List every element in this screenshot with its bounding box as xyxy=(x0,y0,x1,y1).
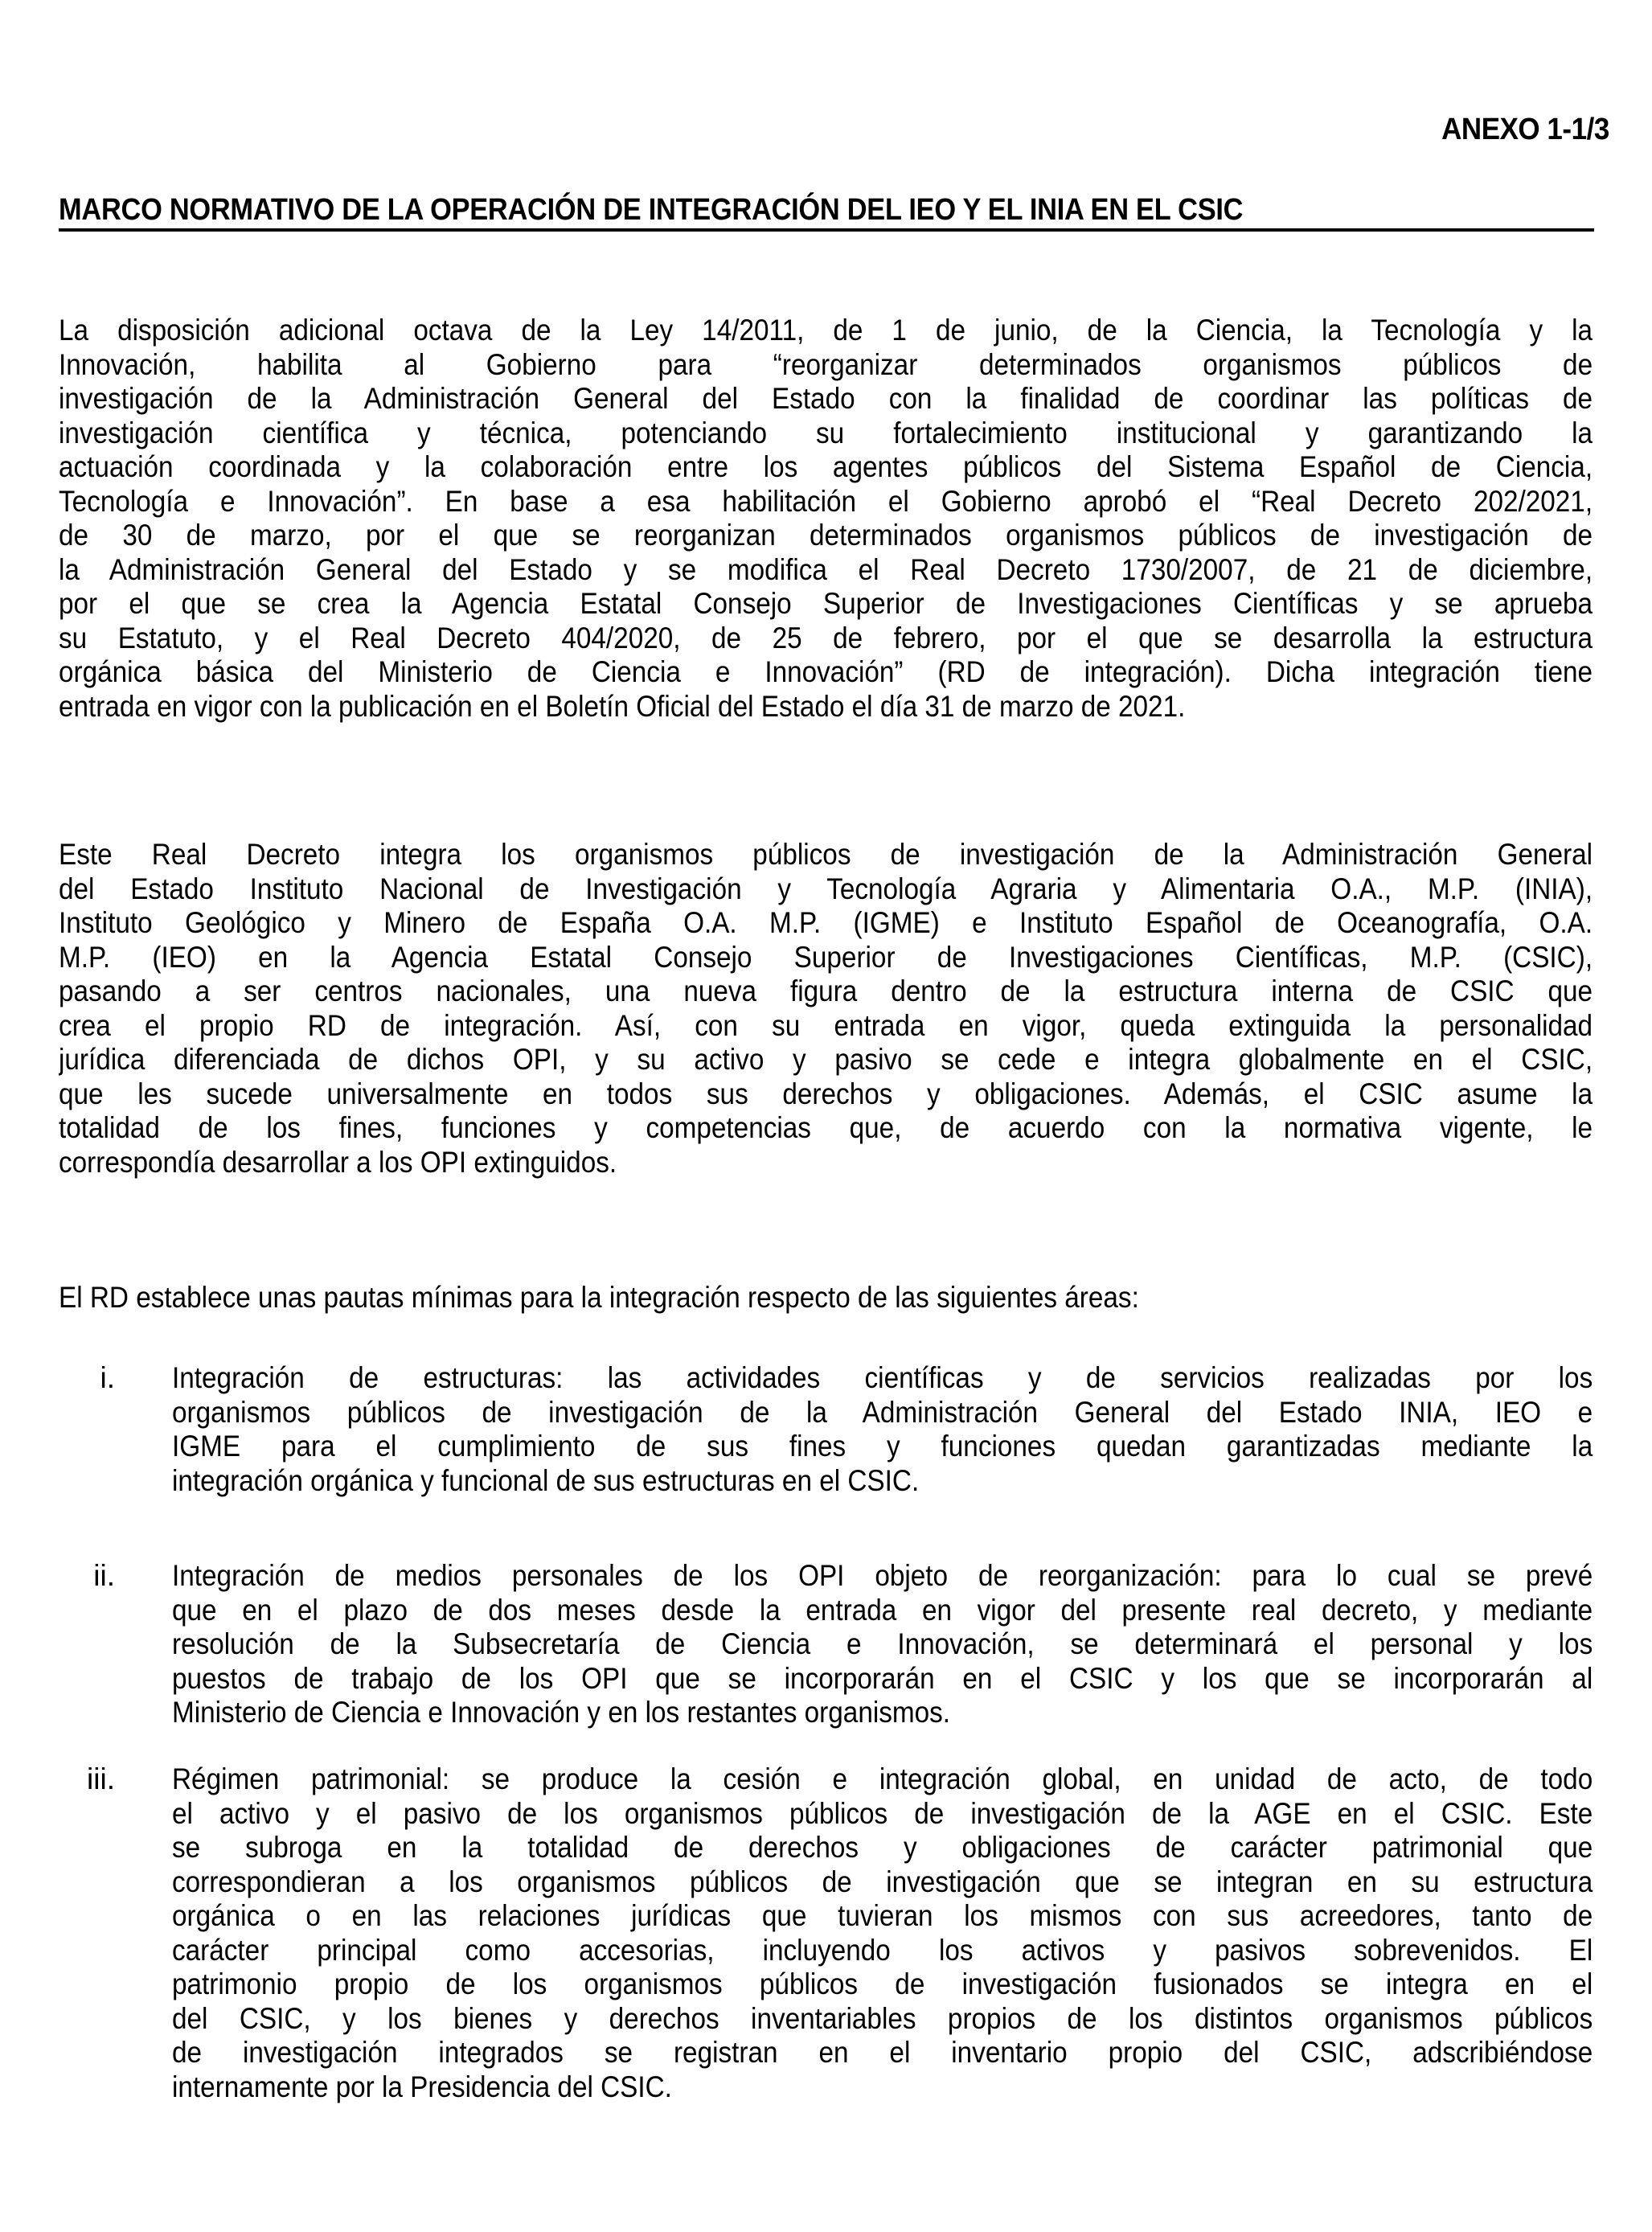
text-line: pasando a ser centros nacionales, una nueva figura dentro de la estructura interna de CSIC que xyxy=(59,974,1593,1007)
text-line: patrimonio propio de los organismos públicos de investigación fusionados se integra en el xyxy=(172,1967,1593,2000)
text-line: que en el plazo de dos meses desde la entrada en vigor del presente real decreto, y mediante xyxy=(172,1593,1593,1627)
paragraph-integration-scope xyxy=(59,838,1594,1180)
text-line: por el que se crea la Agencia Estatal Consejo Superior de Investigaciones Científicas y se aprueba xyxy=(59,587,1593,620)
text-line: del CSIC, y los bienes y derechos inventariables propios de los distintos organismos públicos xyxy=(172,2001,1593,2035)
text-line: totalidad de los fines, funciones y competencias que, de acuerdo con la normativa vigente, le xyxy=(59,1111,1593,1144)
document-title-text: MARCO NORMATIVO DE LA OPERACIÓN DE INTEGRACIÓN DEL IEO Y EL INIA EN EL CSIC xyxy=(59,193,1244,227)
text-line: organismos públicos de investigación de la Administración General del Estado INIA, IEO e xyxy=(172,1395,1593,1429)
list-item-text xyxy=(172,1762,1594,2104)
text-line: integración orgánica y funcional de sus estructuras en el CSIC. xyxy=(172,1463,920,1497)
list-item-text xyxy=(172,1559,1594,1730)
text-line: que les sucede universalmente en todos sus derechos y obligaciones. Además, el CSIC asume la xyxy=(59,1077,1593,1110)
annex-label: ANEXO 1-1/3 xyxy=(1441,113,1609,146)
document-title xyxy=(59,191,1594,232)
text-line: Régimen patrimonial: se produce la cesión e integración global, en unidad de acto, de todo xyxy=(172,1762,1593,1795)
text-line: se subroga en la totalidad de derechos y obligaciones de carácter patrimonial que xyxy=(172,1831,1593,1864)
text-line: Instituto Geológico y Minero de España O.A. M.P. (IGME) e Instituto Español de Oceanografía, O.A. xyxy=(59,906,1593,939)
text-line: de 30 de marzo, por el que se reorganizan determinados organismos públicos de investigación de xyxy=(59,519,1593,552)
list-item-text xyxy=(172,1361,1594,1498)
text-line: carácter principal como accesorias, incluyendo los activos y pasivos sobrevenidos. El xyxy=(172,1933,1593,1967)
text-line: entrada en vigor con la publicación en el Boletín Oficial del Estado el día 31 de marzo de 2021. xyxy=(59,689,1186,723)
text-line: puestos de trabajo de los OPI que se incorporarán en el CSIC y los que se incorporarán al xyxy=(172,1661,1593,1695)
text-line: La disposición adicional octava de la Ley 14/2011, de 1 de junio, de la Ciencia, la Tecnología y la xyxy=(59,314,1593,347)
text-line: correspondieran a los organismos públicos de investigación que se integran en su estructura xyxy=(172,1865,1593,1898)
text-line: M.P. (IEO) en la Agencia Estatal Consejo Superior de Investigaciones Científicas, M.P. (CSIC), xyxy=(59,940,1593,974)
text-line: su Estatuto, y el Real Decreto 404/2020, de 25 de febrero, por el que se desarrolla la estructura xyxy=(59,621,1593,654)
text-line: internamente por la Presidencia del CSIC. xyxy=(172,2070,672,2103)
text-line: correspondía desarrollar a los OPI extinguidos. xyxy=(59,1145,617,1179)
text-line: del Estado Instituto Nacional de Investigación y Tecnología Agraria y Alimentaria O.A., M.P. (INIA), xyxy=(59,872,1593,905)
text-line: orgánica básica del Ministerio de Ciencia e Innovación” (RD de integración). Dicha integración tiene xyxy=(59,655,1593,688)
text-line: IGME para el cumplimiento de sus fines y funciones quedan garantizadas mediante la xyxy=(172,1430,1593,1463)
text-line: resolución de la Subsecretaría de Ciencia e Innovación, se determinará el personal y los xyxy=(172,1627,1593,1660)
paragraph-guidelines-intro xyxy=(59,1281,1594,1315)
text-line: El RD establece unas pautas mínimas para la integración respecto de las siguientes áreas: xyxy=(59,1281,1139,1314)
text-line: Integración de estructuras: las actividades científicas y de servicios realizadas por los xyxy=(172,1361,1593,1394)
text-line: de investigación integrados se registran en el inventario propio del CSIC, adscribiéndose xyxy=(172,2036,1593,2069)
paragraph-legal-basis xyxy=(59,314,1594,724)
text-line: jurídica diferenciada de dichos OPI, y su activo y pasivo se cede e integra globalmente en el CSIC, xyxy=(59,1043,1593,1076)
text-line: el activo y el pasivo de los organismos públicos de investigación de la AGE en el CSIC. Este xyxy=(172,1796,1593,1830)
text-line: la Administración General del Estado y se modifica el Real Decreto 1730/2007, de 21 de diciembre, xyxy=(59,552,1593,586)
list-marker: iii. xyxy=(87,1762,115,1795)
text-line: crea el propio RD de integración. Así, con su entrada en vigor, queda extinguida la personalidad xyxy=(59,1008,1593,1042)
text-line: orgánica o en las relaciones jurídicas que tuvieran los mismos con sus acreedores, tanto de xyxy=(172,1899,1593,1932)
text-line: actuación coordinada y la colaboración entre los agentes públicos del Sistema Español de Ciencia, xyxy=(59,450,1593,483)
list-marker: i. xyxy=(100,1361,115,1394)
text-line: Ministerio de Ciencia e Innovación y en los restantes organismos. xyxy=(172,1696,951,1729)
text-line: investigación de la Administración General del Estado con la finalidad de coordinar las políticas de xyxy=(59,382,1593,415)
text-line: investigación científica y técnica, potenciando su fortalecimiento institucional y garantizando la xyxy=(59,416,1593,449)
text-line: Innovación, habilita al Gobierno para “reorganizar determinados organismos públicos de xyxy=(59,347,1593,381)
text-line: Integración de medios personales de los OPI objeto de reorganización: para lo cual se prevé xyxy=(172,1559,1593,1592)
text-line: Este Real Decreto integra los organismos públicos de investigación de la Administración General xyxy=(59,838,1593,871)
list-marker: ii. xyxy=(93,1559,115,1592)
text-line: Tecnología e Innovación”. En base a esa habilitación el Gobierno aprobó el “Real Decreto 202/2021, xyxy=(59,484,1593,518)
